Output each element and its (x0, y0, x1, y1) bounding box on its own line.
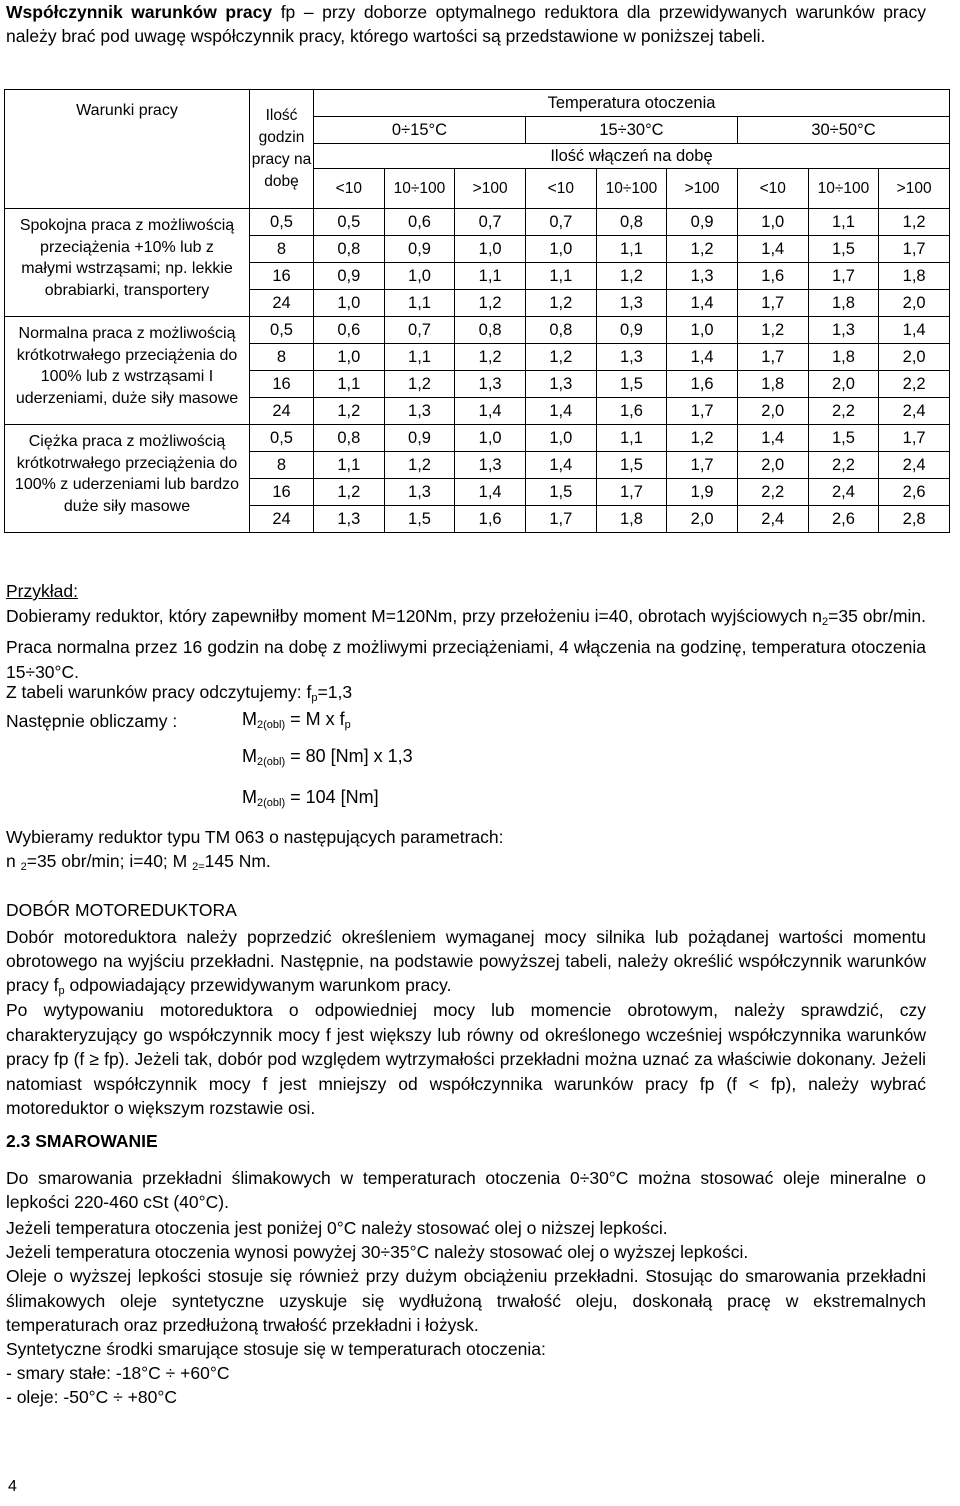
example-paragraph-3: Wybieramy reduktor typu TM 063 o następujących parametrach: (6, 827, 504, 847)
factor-cell: 1,6 (596, 398, 667, 425)
lube-heading: 2.3 SMAROWANIE (6, 1131, 158, 1151)
hours-cell: 0,5 (250, 317, 314, 344)
calc-label: Następnie obliczamy : (6, 711, 178, 731)
factor-cell: 0,8 (596, 209, 667, 236)
factor-cell: 1,3 (455, 452, 526, 479)
factor-cell: 1,4 (737, 236, 808, 263)
factor-cell: 1,3 (808, 317, 879, 344)
factor-cell: 1,8 (879, 263, 950, 290)
table-row (5, 209, 950, 236)
factor-cell: 2,4 (737, 506, 808, 533)
factor-cell: 2,2 (808, 452, 879, 479)
factor-cell: 1,7 (879, 236, 950, 263)
factor-cell: 2,0 (737, 452, 808, 479)
table-row (5, 425, 950, 452)
factor-cell: 1,4 (525, 398, 596, 425)
hours-cell: 0,5 (250, 209, 314, 236)
factor-cell: 2,0 (879, 344, 950, 371)
factor-cell: 0,9 (384, 236, 455, 263)
factor-cell: 1,2 (384, 452, 455, 479)
hours-cell: 0,5 (250, 425, 314, 452)
switch-range-6: <10 (737, 169, 808, 209)
motor-heading: DOBÓR MOTOREDUKTORA (6, 900, 237, 920)
factor-cell: 2,8 (879, 506, 950, 533)
factor-cell: 1,2 (737, 317, 808, 344)
factor-cell: 1,3 (384, 479, 455, 506)
intro-text: fp – przy doborze optymalnego reduktora dla przewidywanych warunków pracy należy brać pod uwagę współczynnik pracy, którego wartości są przedstawione w poniższej tabeli. (6, 2, 926, 46)
lube-paragraph-3: Jeżeli temperatura otoczenia wynosi powyżej 30÷35°C należy stosować olej o wyższej lepkości. (6, 1242, 749, 1262)
factor-cell: 1,2 (455, 344, 526, 371)
factor-cell: 1,5 (384, 506, 455, 533)
factor-cell: 1,0 (667, 317, 738, 344)
header-conditions: Warunki pracy (5, 90, 250, 209)
factor-cell: 1,1 (384, 290, 455, 317)
factor-cell: 1,1 (314, 452, 385, 479)
factor-cell: 1,2 (314, 398, 385, 425)
factor-cell: 0,6 (314, 317, 385, 344)
hours-cell: 8 (250, 236, 314, 263)
factor-cell: 2,4 (879, 452, 950, 479)
factor-cell: 1,3 (596, 290, 667, 317)
factor-cell: 1,1 (525, 263, 596, 290)
example-paragraph-1: Dobieramy reduktor, który zapewniłby moment M=120Nm, przy przełożeniu i=40, obrotach wyjściowych $n_2=35$ obr/min. Praca normalna przez 16 godzin na dobę z możliwymi przeciążeniami, 4 włączenia na godzinę, temperatura otoczenia 15÷30°C. (6, 606, 927, 682)
factor-cell: 1,0 (314, 290, 385, 317)
factor-cell: 1,5 (525, 479, 596, 506)
factor-cell: 1,8 (737, 371, 808, 398)
equation-1: $M_{2(obl)} = M$ x $f_p$ (242, 709, 351, 731)
factor-cell: 2,6 (879, 479, 950, 506)
factor-cell: 0,9 (667, 209, 738, 236)
factor-cell: 0,8 (525, 317, 596, 344)
factor-cell: 1,2 (667, 236, 738, 263)
factor-cell: 0,5 (314, 209, 385, 236)
factor-cell: 1,3 (384, 398, 455, 425)
factor-cell: 1,5 (596, 371, 667, 398)
condition-label: Normalna praca z możliwością krótkotrwałego przeciążenia do 100% lub z wstrząsami I uderzeniami, duże siły masowe (5, 317, 250, 425)
hours-cell: 16 (250, 371, 314, 398)
factor-cell: 1,2 (384, 371, 455, 398)
intro-bold-lead: Współczynnik warunków pracy (6, 2, 273, 22)
factor-cell: 1,3 (455, 371, 526, 398)
switch-range-5: >100 (667, 169, 738, 209)
condition-label: Ciężka praca z możliwością krótkotrwałego przeciążenia do 100% z uderzeniami lub bardzo duże siły masowe (5, 425, 250, 533)
factor-cell: 1,0 (384, 263, 455, 290)
factor-cell: 2,4 (879, 398, 950, 425)
switch-range-7: 10÷100 (808, 169, 879, 209)
factor-cell: 0,7 (384, 317, 455, 344)
factor-cell: 0,8 (455, 317, 526, 344)
factor-cell: 2,0 (808, 371, 879, 398)
factor-cell: 0,9 (384, 425, 455, 452)
example-paragraph-2: Z tabeli warunków pracy odczytujemy: $f_p=1,3$ (6, 682, 353, 704)
lube-paragraph-4: Oleje o wyższej lepkości stosuje się również przy dużym obciążeniu przekładni. Stosując do smarowania przekładni ślimakowych oleje syntetyczne uzyskuje się wydłużoną trwałość oleju, doskonałą pracę w ekstremalnych temperaturach oraz przedłużoną trwałość przekładni i łożysk. (6, 1266, 926, 1335)
lube-paragraph-7: - oleje: -50°C ÷ +80°C (6, 1387, 177, 1407)
example-heading: Przykład: (6, 581, 78, 601)
factor-cell: 1,6 (667, 371, 738, 398)
factor-cell: 1,3 (596, 344, 667, 371)
intro-paragraph (6, 0, 926, 48)
factor-cell: 0,7 (455, 209, 526, 236)
switch-range-8: >100 (879, 169, 950, 209)
factor-cell: 1,0 (525, 236, 596, 263)
factor-cell: 1,7 (525, 506, 596, 533)
switch-range-0: <10 (314, 169, 385, 209)
factor-cell: 0,8 (314, 425, 385, 452)
factor-cell: 1,1 (455, 263, 526, 290)
switch-range-2: >100 (455, 169, 526, 209)
example-paragraph-4: n $_2$=35 obr/min; i=40; M $_{2=}$145 Nm. (6, 851, 271, 873)
hours-cell: 8 (250, 452, 314, 479)
temp-range-2: 30÷50°C (737, 117, 949, 144)
factor-cell: 1,3 (314, 506, 385, 533)
lube-paragraph-5: Syntetyczne środki smarujące stosuje się w temperaturach otoczenia: (6, 1339, 546, 1359)
factor-cell: 1,5 (808, 425, 879, 452)
factor-cell: 1,2 (596, 263, 667, 290)
equation-3: $M_{2(obl)} = 104$ [Nm] (242, 787, 379, 809)
factor-cell: 1,2 (667, 425, 738, 452)
header-temperature: Temperatura otoczenia (314, 90, 950, 117)
factor-cell: 2,2 (737, 479, 808, 506)
factor-cell: 1,7 (737, 290, 808, 317)
temp-range-1: 15÷30°C (525, 117, 737, 144)
page-number: 4 (8, 1478, 17, 1495)
switch-range-4: 10÷100 (596, 169, 667, 209)
factor-cell: 1,4 (455, 398, 526, 425)
factor-cell: 1,1 (596, 236, 667, 263)
factor-cell: 1,4 (525, 452, 596, 479)
factor-cell: 1,7 (667, 452, 738, 479)
factor-cell: 1,7 (667, 398, 738, 425)
switch-range-3: <10 (525, 169, 596, 209)
factor-cell: 1,0 (455, 236, 526, 263)
table-row (5, 317, 950, 344)
factor-cell: 2,4 (808, 479, 879, 506)
temp-range-0: 0÷15°C (314, 117, 526, 144)
factor-cell: 1,1 (384, 344, 455, 371)
factor-cell: 1,4 (737, 425, 808, 452)
hours-cell: 24 (250, 506, 314, 533)
factor-cell: 1,2 (525, 344, 596, 371)
header-hours: Ilość godzin pracy na dobę (250, 90, 314, 209)
factor-cell: 1,8 (808, 290, 879, 317)
factor-cell: 1,4 (879, 317, 950, 344)
factor-cell: 1,1 (808, 209, 879, 236)
hours-cell: 16 (250, 479, 314, 506)
factor-cell: 1,4 (667, 344, 738, 371)
factor-cell: 1,1 (596, 425, 667, 452)
hours-cell: 24 (250, 398, 314, 425)
factor-cell: 1,8 (808, 344, 879, 371)
lube-paragraph-1: Do smarowania przekładni ślimakowych w temperaturach otoczenia 0÷30°C można stosować oleje mineralne o lepkości 220-460 cSt (40°C). (6, 1168, 926, 1212)
factor-cell: 1,3 (525, 371, 596, 398)
factor-cell: 2,0 (667, 506, 738, 533)
factor-cell: 1,0 (314, 344, 385, 371)
factor-cell: 1,0 (737, 209, 808, 236)
factor-cell: 1,6 (737, 263, 808, 290)
factor-cell: 1,2 (314, 479, 385, 506)
factor-cell: 2,0 (737, 398, 808, 425)
factor-cell: 1,5 (808, 236, 879, 263)
motor-paragraph-1: Dobór motoreduktora należy poprzedzić określeniem wymaganej mocy silnika lub pożądanej wartości momentu obrotowego na wyjściu przekładni. Następnie, na podstawie powyższej tabeli, należy określić współczynnik warunków pracy $f_p$ odpowiadający przewidywanym warunkom pracy. (6, 927, 926, 997)
hours-cell: 24 (250, 290, 314, 317)
factor-cell: 1,4 (455, 479, 526, 506)
factor-cell: 1,2 (455, 290, 526, 317)
lube-paragraph-2: Jeżeli temperatura otoczenia jest poniżej 0°C należy stosować olej o niższej lepkości. (6, 1218, 668, 1238)
factor-cell: 1,5 (596, 452, 667, 479)
motor-paragraph-2: Po wytypowaniu motoreduktora o odpowiedniej mocy lub momencie obrotowym, należy sprawdzić, czy charakteryzujący go współczynnik mocy f jest większy lub równy od określonego wcześniej współczynnika warunków pracy fp (f ≥ fp). Jeżeli tak, dobór pod względem wytrzymałości przekładni można uznać za właściwie dokonany. Jeżeli natomiast współczynnik mocy f jest mniejszy od współczynnika warunków pracy fp (f < fp), należy wybrać motoreduktor o większym rozstawie osi. (6, 1000, 926, 1118)
factor-cell: 1,9 (667, 479, 738, 506)
factor-cell: 1,8 (596, 506, 667, 533)
factor-cell: 0,6 (384, 209, 455, 236)
factor-cell: 0,7 (525, 209, 596, 236)
factor-cell: 1,7 (596, 479, 667, 506)
factor-cell: 1,3 (667, 263, 738, 290)
factor-cell: 1,0 (455, 425, 526, 452)
equation-2: $M_{2(obl)} = 80$ [Nm] x 1,3 (242, 746, 413, 768)
factor-cell: 1,6 (455, 506, 526, 533)
factor-cell: 0,9 (596, 317, 667, 344)
factor-cell: 1,1 (314, 371, 385, 398)
lube-paragraph-6: - smary stałe: -18°C ÷ +60°C (6, 1363, 230, 1383)
factor-cell: 1,2 (879, 209, 950, 236)
factor-cell: 2,6 (808, 506, 879, 533)
factor-cell: 1,4 (667, 290, 738, 317)
condition-label: Spokojna praca z możliwością przeciążenia +10% lub z małymi wstrząsami; np. lekkie obrabiarki, transportery (5, 209, 250, 317)
hours-cell: 16 (250, 263, 314, 290)
factor-cell: 1,7 (879, 425, 950, 452)
hours-cell: 8 (250, 344, 314, 371)
working-conditions-table (4, 89, 950, 533)
factor-cell: 2,2 (808, 398, 879, 425)
factor-cell: 0,8 (314, 236, 385, 263)
factor-cell: 1,2 (525, 290, 596, 317)
header-switches: Ilość włączeń na dobę (314, 144, 950, 169)
factor-cell: 2,2 (879, 371, 950, 398)
factor-cell: 0,9 (314, 263, 385, 290)
factor-cell: 1,0 (525, 425, 596, 452)
factor-cell: 2,0 (879, 290, 950, 317)
switch-range-1: 10÷100 (384, 169, 455, 209)
factor-cell: 1,7 (737, 344, 808, 371)
factor-cell: 1,7 (808, 263, 879, 290)
